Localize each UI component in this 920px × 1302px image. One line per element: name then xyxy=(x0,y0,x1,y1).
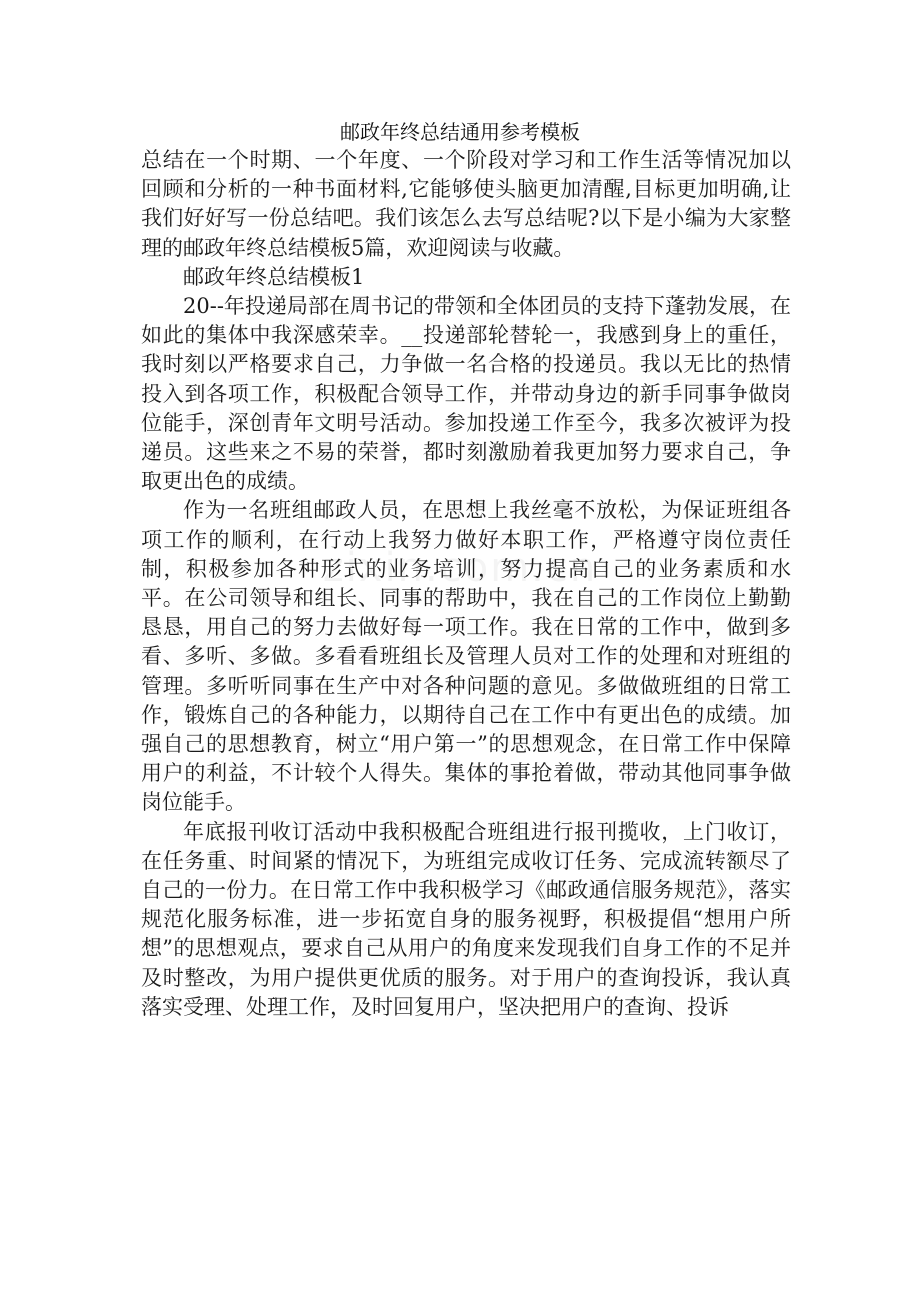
body-paragraph: 作为一名班组邮政人员，在思想上我丝毫不放松，为保证班组各项工作的顺利，在行动上我努力做好本职工作，严格遵守岗位责任制，积极参加各种形式的业务培训，努力提高自己的业务素质和水平。在公司领导和组长、同事的帮助中，我在自己的工作岗位上勤勤恳恳，用自己的努力去做好每一项工作。我在日常的工作中，做到多看、多听、多做。多看看班组长及管理人员对工作的处理和对班组的管理。多听听同事在生产中对各种问题的意见。多做做班组的日常工作，锻炼自己的各种能力，以期待自己在工作中有更出色的成绩。加强自己的思想教育，树立“用户第一”的思想观念，在日常工作中保障用户的利益，不计较个人得失。集体的事抢着做，带动其他同事争做岗位能手。 xyxy=(141,498,791,815)
page-title: 邮政年终总结通用参考模板 xyxy=(340,120,580,144)
section-heading: 邮政年终总结模板1 xyxy=(183,264,365,289)
body-paragraph: 20--年投递局部在周书记的带领和全体团员的支持下蓬勃发展，在如此的集体中我深感荣幸。__投递部轮替轮一，我感到身上的重任，我时刻以严格要求自己，力争做一名合格的投递员。我以无比的热情投入到各项工作，积极配合领导工作，并带动身边的新手同事争做岗位能手，深创青年文明号活动。参加投递工作至今，我多次被评为投递员。这些来之不易的荣誉，都时刻激励着我更加努力要求自己，争取更出色的成绩。 xyxy=(141,294,791,494)
intro-paragraph: 总结在一个时期、一个年度、一个阶段对学习和工作生活等情况加以回顾和分析的一种书面材料,它能够使头脑更加清醒,目标更加明确,让我们好好写一份总结吧。我们该怎么去写总结呢?以下是小编为大家整理的邮政年终总结模板5篇，欢迎阅读与收藏。 xyxy=(141,148,791,260)
body-paragraph: 年底报刊收订活动中我积极配合班组进行报刊揽收，上门收订，在任务重、时间紧的情况下，为班组完成收订任务、完成流转额尽了自己的一份力。在日常工作中我积极学习《邮政通信服务规范》，落实规范化服务标准，进一步拓宽自身的服务视野，积极提倡“想用户所想”的思想观点，要求自己从用户的角度来发现我们自身工作的不足并及时整改，为用户提供更优质的服务。对于用户的查询投诉，我认真落实受理、处理工作，及时回复用户，坚决把用户的查询、投诉 xyxy=(141,819,791,1019)
document-body xyxy=(141,146,791,1022)
